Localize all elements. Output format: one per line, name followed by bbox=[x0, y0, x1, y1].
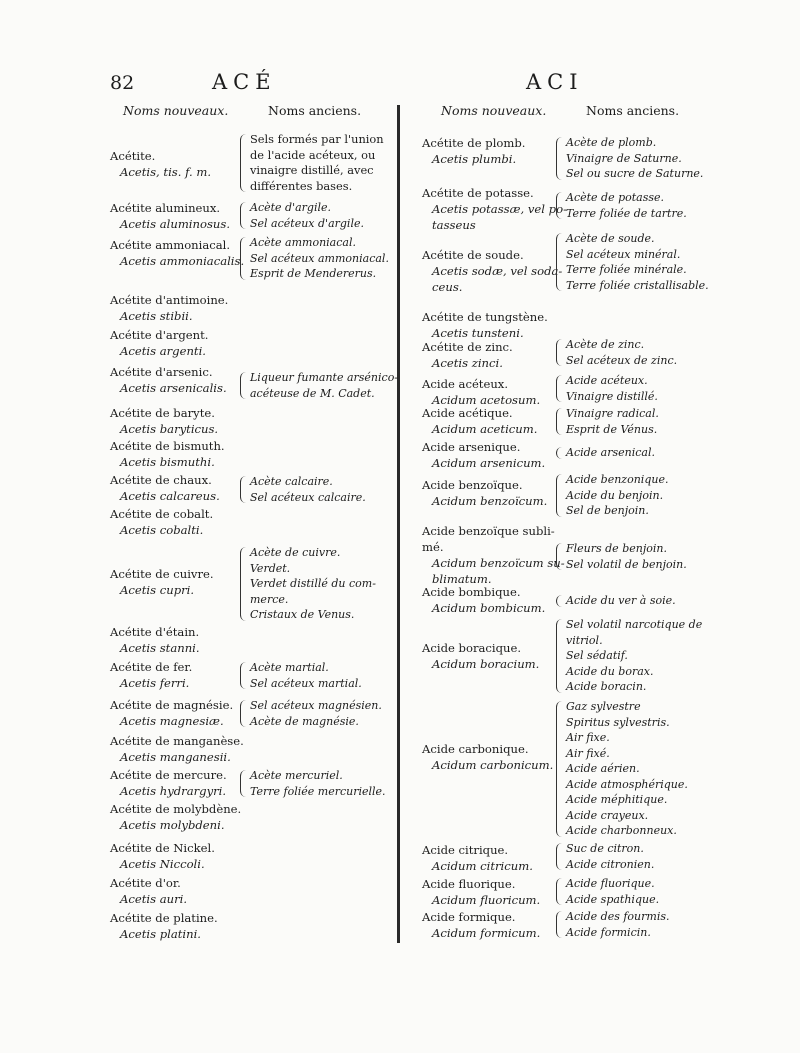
old-name: Acète de zinc. bbox=[566, 338, 645, 351]
right-entry bbox=[422, 185, 567, 233]
old-name: vinaigre distillé, avec bbox=[250, 163, 374, 177]
old-names bbox=[566, 337, 677, 368]
latin-name: Acidum benzoïcum su- bbox=[432, 556, 565, 570]
old-name: Acide crayeux. bbox=[566, 808, 649, 822]
latin-name: Acetis magnesiæ. bbox=[120, 714, 224, 728]
left-entry bbox=[110, 801, 241, 833]
old-names bbox=[566, 406, 659, 437]
latin-name: Acetis potassæ, vel po- bbox=[432, 202, 567, 216]
left-entry bbox=[110, 624, 200, 656]
new-name: Acétite de chaux. bbox=[110, 473, 212, 487]
right-running-header: ACI bbox=[526, 70, 584, 94]
old-name: Acide spathique. bbox=[566, 892, 660, 906]
left-entry bbox=[110, 733, 244, 765]
new-name: Acétite de molybdène. bbox=[110, 802, 242, 816]
new-name: Acide citrique. bbox=[422, 843, 509, 857]
old-name: Suc de citron. bbox=[566, 842, 644, 855]
old-names bbox=[566, 231, 709, 293]
new-name: Acétite de Nickel. bbox=[110, 841, 215, 855]
brace-mark bbox=[556, 474, 562, 517]
brace-mark bbox=[240, 202, 246, 229]
old-name: Air fixé. bbox=[566, 746, 610, 760]
old-names bbox=[566, 593, 676, 609]
old-name: Cristaux de Venus. bbox=[250, 608, 355, 621]
new-name: Acétite d'étain. bbox=[110, 625, 200, 639]
old-name: Acide des fourmis. bbox=[566, 910, 670, 923]
right-entry bbox=[422, 309, 548, 341]
old-name: Acide benzonique. bbox=[566, 473, 669, 486]
old-names bbox=[566, 472, 668, 519]
left-entry bbox=[110, 506, 213, 538]
old-names bbox=[566, 841, 654, 872]
old-name: Sel acéteux magnésien. bbox=[250, 699, 382, 712]
old-name: Acide aérien. bbox=[566, 762, 640, 775]
right-entry bbox=[422, 477, 547, 509]
new-name: Acide arsenique. bbox=[422, 440, 521, 454]
latin-name: Acetis auri. bbox=[120, 892, 188, 906]
latin-name: Acidum bombicum. bbox=[432, 601, 546, 615]
left-entry bbox=[110, 659, 192, 691]
latin-name: Acetis molybdeni. bbox=[120, 818, 225, 832]
new-name: Acétite de bismuth. bbox=[110, 439, 225, 453]
right-entry bbox=[422, 135, 525, 167]
latin-name: Acetis tunsteni. bbox=[432, 326, 524, 340]
brace-mark bbox=[240, 237, 246, 280]
latin-name: Acetis sodæ, vel soda- bbox=[432, 264, 563, 278]
old-name: Verdet distillé du com- bbox=[250, 577, 376, 590]
old-names bbox=[566, 135, 703, 182]
old-names bbox=[250, 768, 386, 799]
latin-name: Acetis ammoniacalis. bbox=[120, 254, 245, 268]
old-names bbox=[566, 190, 687, 221]
new-name: Acide boracique. bbox=[422, 641, 522, 655]
latin-name: Acetis cobalti. bbox=[120, 523, 204, 537]
old-name: de l'acide acéteux, ou bbox=[250, 147, 376, 162]
latin-name-cont: ceus. bbox=[432, 280, 463, 294]
latin-name: Acetis manganesii. bbox=[120, 750, 231, 764]
left-entry bbox=[110, 292, 228, 324]
left-entry bbox=[110, 697, 233, 729]
new-name: Acétite de cobalt. bbox=[110, 507, 214, 521]
new-name: Acétite de soude. bbox=[422, 248, 524, 262]
old-name: Acète mercuriel. bbox=[250, 769, 343, 782]
new-name: Acétite de platine. bbox=[110, 911, 218, 925]
old-name: Gaz sylvestre bbox=[566, 700, 641, 713]
old-name: Liqueur fumante arsénico- bbox=[250, 371, 399, 384]
old-name: Acide boracin. bbox=[566, 680, 647, 693]
old-name: Acide du ver à soie. bbox=[566, 594, 676, 607]
left-entry bbox=[110, 438, 225, 470]
old-name: Sel de benjoin. bbox=[566, 504, 649, 517]
old-name: Terre foliée minérale. bbox=[566, 263, 687, 276]
latin-name: Acidum benzoïcum. bbox=[432, 494, 548, 508]
brace-mark bbox=[556, 408, 562, 435]
latin-name: Acetis ferri. bbox=[120, 676, 190, 690]
new-name: Acétite de tungstène. bbox=[422, 310, 548, 324]
center-rule bbox=[397, 105, 400, 943]
old-names bbox=[566, 445, 655, 461]
right-entry bbox=[422, 247, 562, 295]
new-name: Acétite d'or. bbox=[110, 876, 181, 890]
right-entry bbox=[422, 584, 545, 616]
new-name: Acétite. bbox=[110, 149, 156, 163]
old-name: Fleurs de benjoin. bbox=[566, 542, 667, 555]
new-name: Acide benzoïque. bbox=[422, 478, 523, 492]
new-name: Acétite de fer. bbox=[110, 660, 193, 674]
old-name: Acète de magnésie. bbox=[250, 714, 359, 728]
latin-name: Acetis zinci. bbox=[432, 356, 503, 370]
brace-mark bbox=[240, 770, 246, 797]
latin-name: Acetis plumbi. bbox=[432, 152, 517, 166]
old-names bbox=[250, 235, 389, 282]
new-name: Acétite de mercure. bbox=[110, 768, 227, 782]
old-name: Esprit de Vénus. bbox=[566, 422, 658, 436]
right-col-old-heading: Noms anciens. bbox=[586, 103, 680, 118]
latin-name: Acidum formicum. bbox=[432, 926, 541, 940]
new-name: Acide bombique. bbox=[422, 585, 521, 599]
brace-mark bbox=[556, 137, 562, 180]
old-names bbox=[250, 132, 384, 194]
new-name: Acétite de zinc. bbox=[422, 340, 513, 354]
right-entry bbox=[422, 842, 533, 874]
latin-name: Acidum arsenicum. bbox=[432, 456, 546, 470]
old-name: Sel acéteux ammoniacal. bbox=[250, 251, 389, 265]
old-names bbox=[250, 474, 366, 505]
old-name: Acète ammoniacal. bbox=[250, 236, 356, 249]
left-entry bbox=[110, 405, 218, 437]
left-entry bbox=[110, 200, 230, 232]
latin-name: Acidum aceticum. bbox=[432, 422, 538, 436]
brace-mark bbox=[556, 878, 562, 905]
right-entry bbox=[422, 523, 565, 587]
old-name: Sel ou sucre de Saturne. bbox=[566, 167, 704, 180]
old-names bbox=[250, 200, 364, 231]
old-name: Terre foliée de tartre. bbox=[566, 206, 687, 220]
old-name: acéteuse de M. Cadet. bbox=[250, 386, 375, 400]
new-name: Acide acéteux. bbox=[422, 377, 509, 391]
new-name: Acétite de magnésie. bbox=[110, 698, 234, 712]
brace-mark bbox=[556, 233, 562, 291]
latin-name: Acetis stanni. bbox=[120, 641, 200, 655]
brace-mark bbox=[240, 700, 246, 727]
left-entry bbox=[110, 840, 215, 872]
old-name: Sel acéteux d'argile. bbox=[250, 216, 364, 230]
old-name: Acide fluorique. bbox=[566, 877, 655, 890]
right-entry bbox=[422, 439, 545, 471]
old-names bbox=[566, 617, 702, 695]
latin-name: Acetis hydrargyri. bbox=[120, 784, 227, 798]
brace-mark bbox=[556, 911, 562, 938]
latin-name: Acetis stibii. bbox=[120, 309, 193, 323]
new-name: Acide acétique. bbox=[422, 406, 513, 420]
brace-mark bbox=[240, 476, 246, 503]
old-name: Sel acéteux calcaire. bbox=[250, 490, 366, 504]
old-name: Terre foliée mercurielle. bbox=[250, 784, 386, 798]
page-number: 82 bbox=[110, 72, 135, 94]
old-name: Acide charbonneux. bbox=[566, 824, 677, 837]
old-names bbox=[250, 660, 362, 691]
old-name: vitriol. bbox=[566, 633, 603, 647]
old-name: Verdet. bbox=[250, 561, 291, 575]
latin-name: Acidum acetosum. bbox=[432, 393, 541, 407]
old-name: Acète de potasse. bbox=[566, 191, 665, 204]
right-entry bbox=[422, 909, 540, 941]
right-col-new-heading: Noms nouveaux. bbox=[441, 103, 547, 118]
old-name: Sel sédatif. bbox=[566, 649, 628, 662]
brace-mark bbox=[556, 192, 562, 219]
brace-mark bbox=[556, 339, 562, 366]
new-name: Acétite alumineux. bbox=[110, 201, 221, 215]
old-name: Acide du borax. bbox=[566, 664, 654, 678]
new-name: Acétite de potasse. bbox=[422, 186, 534, 200]
new-name: Acide formique. bbox=[422, 910, 516, 924]
new-name: Acétite d'argent. bbox=[110, 328, 209, 342]
right-entry bbox=[422, 376, 540, 408]
old-name: Acide formicin. bbox=[566, 925, 651, 939]
old-name: Acide acéteux. bbox=[566, 374, 648, 387]
old-name: Acète de soude. bbox=[566, 232, 655, 245]
old-name: Sel volatil de benjoin. bbox=[566, 557, 687, 571]
old-names bbox=[566, 373, 658, 404]
brace-mark bbox=[556, 375, 562, 402]
brace-mark bbox=[556, 843, 562, 870]
new-name: Acétite d'antimoine. bbox=[110, 293, 229, 307]
right-entry bbox=[422, 339, 513, 371]
old-name: Sel volatil narcotique de bbox=[566, 618, 703, 631]
old-name: Terre foliée cristallisable. bbox=[566, 278, 709, 292]
left-entry bbox=[110, 148, 211, 180]
old-names bbox=[250, 545, 376, 623]
old-name: merce. bbox=[250, 592, 289, 606]
old-names bbox=[250, 370, 398, 401]
old-name: Esprit de Mendererus. bbox=[250, 267, 377, 280]
left-entry bbox=[110, 910, 218, 942]
old-names bbox=[566, 541, 687, 572]
old-name: Sel acéteux martial. bbox=[250, 676, 362, 690]
old-name: Sel acéteux de zinc. bbox=[566, 353, 678, 367]
brace-mark bbox=[556, 543, 562, 570]
right-entry bbox=[422, 405, 537, 437]
brace-mark bbox=[556, 447, 562, 459]
brace-mark bbox=[240, 547, 246, 621]
old-name: Acète de cuivre. bbox=[250, 546, 341, 559]
new-name-cont: mé. bbox=[422, 540, 444, 554]
right-entry bbox=[422, 876, 540, 908]
right-entry bbox=[422, 741, 553, 773]
left-col-old-heading: Noms anciens. bbox=[268, 103, 362, 118]
left-entry bbox=[110, 767, 227, 799]
old-names bbox=[566, 876, 659, 907]
new-name: Acétite de cuivre. bbox=[110, 567, 214, 581]
old-name: Acète martial. bbox=[250, 661, 329, 674]
old-name: Sel acéteux minéral. bbox=[566, 247, 681, 261]
latin-name: Acetis, tis. f. m. bbox=[120, 165, 212, 179]
new-name: Acide benzoïque subli- bbox=[422, 524, 555, 538]
latin-name: Acetis calcareus. bbox=[120, 489, 220, 503]
old-names bbox=[566, 699, 688, 839]
left-entry bbox=[110, 327, 208, 359]
old-name: différentes bases. bbox=[250, 178, 353, 193]
old-name: Acète d'argile. bbox=[250, 201, 332, 214]
latin-name: Acidum carbonicum. bbox=[432, 758, 554, 772]
left-col-new-heading: Noms nouveaux. bbox=[123, 103, 229, 118]
latin-name: Acidum boracium. bbox=[432, 657, 540, 671]
left-running-header: ACÉ bbox=[212, 70, 277, 94]
right-entry bbox=[422, 640, 539, 672]
old-names bbox=[566, 909, 670, 940]
old-name: Sels formés par l'union bbox=[250, 132, 384, 146]
old-name: Acide arsenical. bbox=[566, 446, 655, 459]
new-name: Acétite de plomb. bbox=[422, 136, 526, 150]
left-entry bbox=[110, 364, 227, 396]
latin-name: Acetis aluminosus. bbox=[120, 217, 231, 231]
brace-mark bbox=[240, 372, 246, 399]
latin-name: Acetis baryticus. bbox=[120, 422, 219, 436]
latin-name: Acetis bismuthi. bbox=[120, 455, 215, 469]
brace-mark bbox=[240, 134, 246, 192]
latin-name: Acetis platini. bbox=[120, 927, 201, 941]
brace-mark bbox=[240, 662, 246, 689]
brace-mark bbox=[556, 701, 562, 837]
new-name: Acide fluorique. bbox=[422, 877, 516, 891]
left-entry bbox=[110, 875, 187, 907]
brace-mark bbox=[556, 595, 562, 607]
new-name: Acétite ammoniacal. bbox=[110, 238, 231, 252]
latin-name: Acidum citricum. bbox=[432, 859, 533, 873]
left-entry bbox=[110, 472, 220, 504]
latin-name: Acetis Niccoli. bbox=[120, 857, 205, 871]
left-entry bbox=[110, 566, 214, 598]
old-name: Vinaigre radical. bbox=[566, 407, 659, 420]
left-entry bbox=[110, 237, 244, 269]
old-name: Acète calcaire. bbox=[250, 475, 333, 488]
old-name: Acide citronien. bbox=[566, 857, 655, 871]
old-names bbox=[250, 698, 382, 729]
latin-name: Acetis argenti. bbox=[120, 344, 206, 358]
old-name: Air fixe. bbox=[566, 731, 610, 744]
latin-name-cont: tasseus bbox=[432, 218, 476, 232]
old-name: Vinaigre de Saturne. bbox=[566, 151, 682, 165]
old-name: Vinaigre distillé. bbox=[566, 389, 658, 403]
old-name: Spiritus sylvestris. bbox=[566, 715, 670, 729]
latin-name-cont: blimatum. bbox=[432, 572, 492, 586]
new-name: Acide carbonique. bbox=[422, 742, 529, 756]
old-name: Acide atmosphérique. bbox=[566, 777, 688, 791]
brace-mark bbox=[556, 619, 562, 693]
old-name: Acète de plomb. bbox=[566, 136, 657, 149]
old-name: Acide du benjoin. bbox=[566, 488, 664, 502]
latin-name: Acetis arsenicalis. bbox=[120, 381, 227, 395]
latin-name: Acetis cupri. bbox=[120, 583, 195, 597]
new-name: Acétite de manganèse. bbox=[110, 734, 244, 748]
old-name: Acide méphitique. bbox=[566, 793, 668, 806]
latin-name: Acidum fluoricum. bbox=[432, 893, 541, 907]
new-name: Acétite d'arsenic. bbox=[110, 365, 213, 379]
new-name: Acétite de baryte. bbox=[110, 406, 215, 420]
